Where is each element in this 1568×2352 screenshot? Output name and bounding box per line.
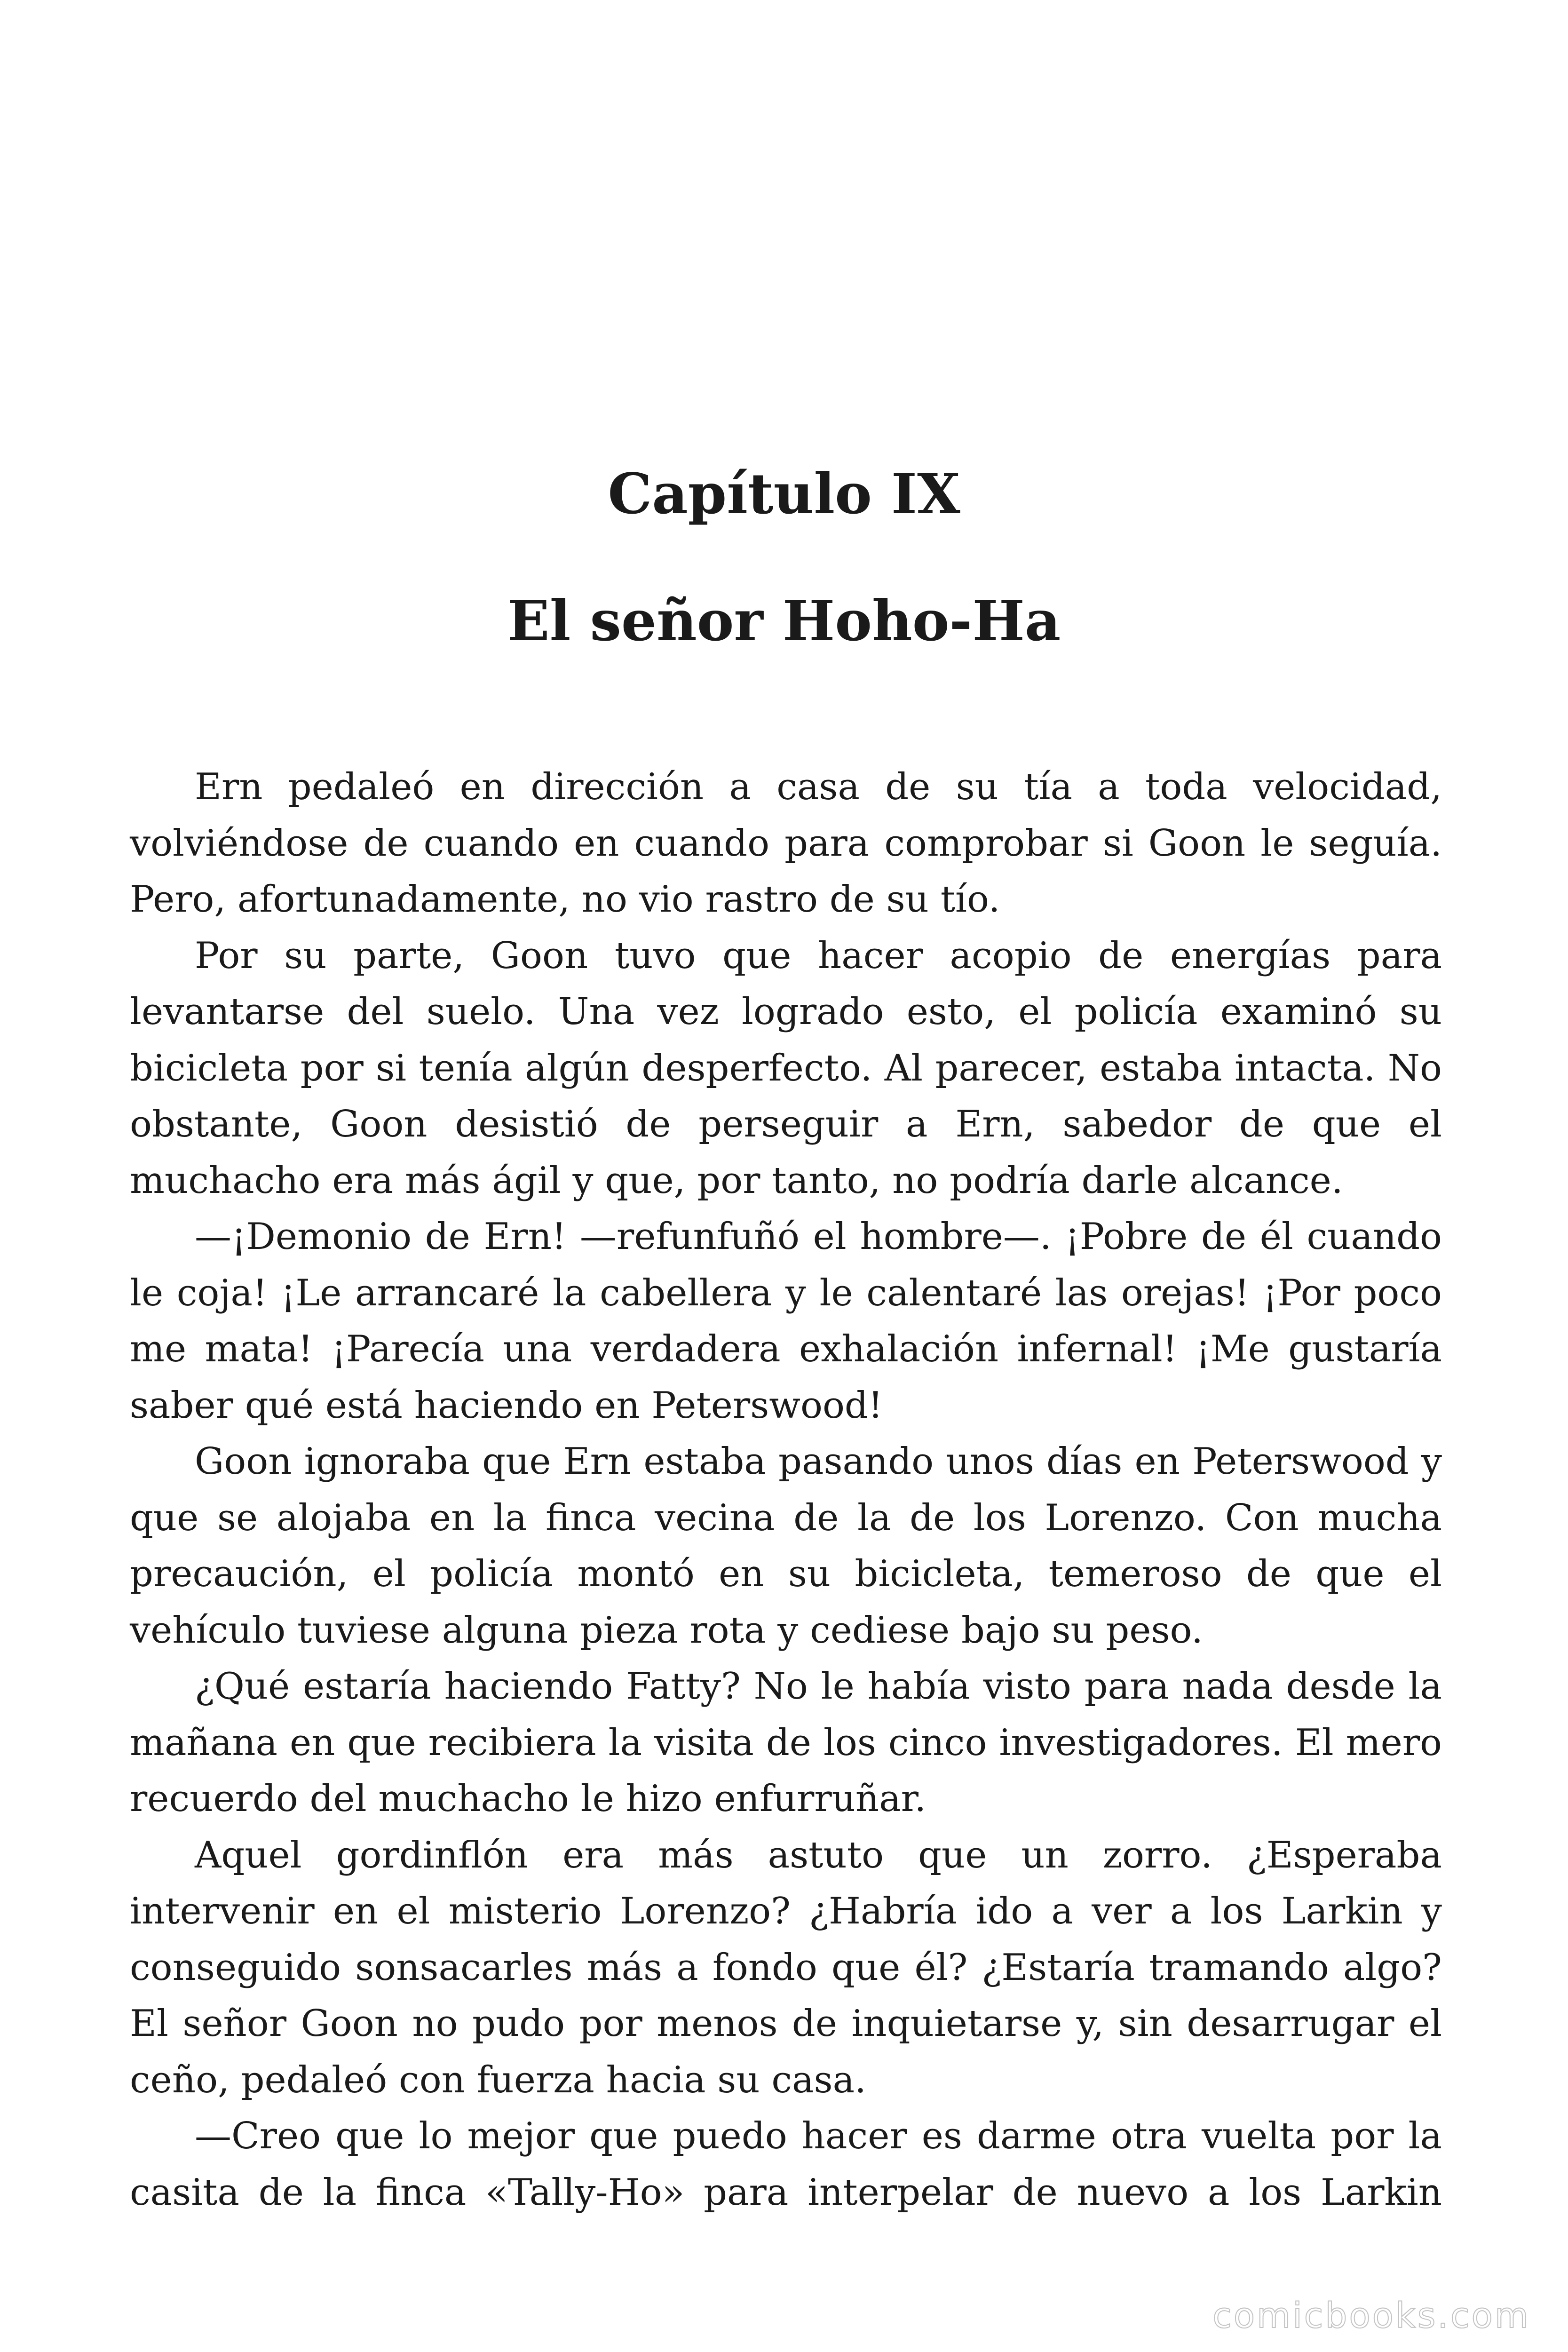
paragraph: Aquel gordinflón era más astuto que un zorro. ¿Esperaba intervenir en el misterio Lorenzo? ¿Habría ido a ver a los Larkin y conseguido sonsacarles más a fondo que él? ¿Estaría tramando algo? El señor Goon no pudo por menos de inquietarse y, sin desarrugar el ceño, pedaleó con fuerza hacia su casa. [130,1834,1442,2101]
paragraph: Por su parte, Goon tuvo que hacer acopio de energías para levantarse del suelo. Una vez logrado esto, el policía examinó su bicicleta por si tenía algún desperfecto. Al parecer, estaba intacta. No obstante, Goon desistió de perseguir a Ern, sabedor de que el muchacho era más ágil y que, por tanto, no podría darle alcance. [130,934,1442,1202]
paragraph: Goon ignoraba que Ern estaba pasando unos días en Peterswood y que se alojaba en la finca vecina de la de los Lorenzo. Con mucha precaución, el policía montó en su bicicleta, temeroso de que el vehículo tuviese alguna pieza rota y cediese bajo su peso. [130,1440,1442,1652]
paragraph: —Creo que lo mejor que puedo hacer es darme otra vuelta por la casita de la finca «Tally-Ho» para interpelar de nuevo a los Larkin [130,2115,1442,2214]
paragraph: ¿Qué estaría haciendo Fatty? No le había visto para nada desde la mañana en que recibiera la visita de los cinco investigadores. El mero recuerdo del muchacho le hizo enfurruñar. [130,1665,1442,1820]
chapter-title: El señor Hoho-Ha [507,588,1061,653]
paragraph: Ern pedaleó en dirección a casa de su tía a toda velocidad, volviéndose de cuando en cuando para comprobar si Goon le seguía. Pero, afortunadamente, no vio rastro de su tío. [130,766,1442,921]
chapter-number: Capítulo IX [608,461,960,526]
watermark: comicbooks.com [1212,2296,1530,2336]
paragraph: —¡Demonio de Ern! —refunfuñó el hombre—. ¡Pobre de él cuando le coja! ¡Le arrancaré la cabellera y le calentaré las orejas! ¡Por poco me mata! ¡Parecía una verdadera exhalación infernal! ¡Me gustaría saber qué está haciendo en Peterswood! [130,1216,1442,1427]
chapter-body [130,759,1442,2221]
